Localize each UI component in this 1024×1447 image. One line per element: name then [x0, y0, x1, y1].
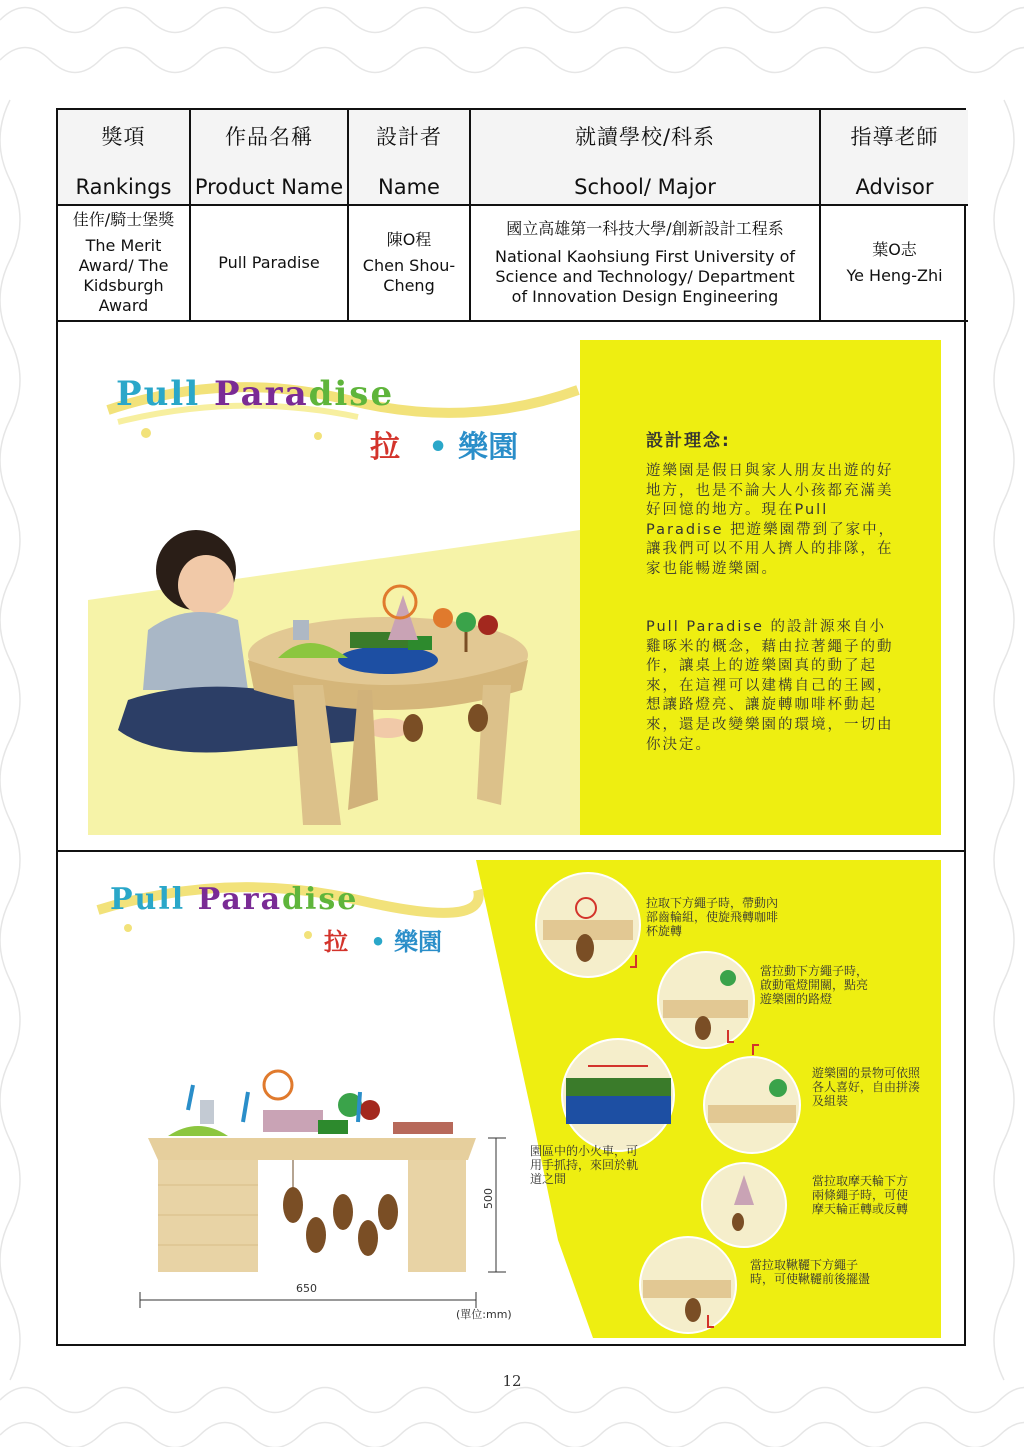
header-school: 就讀學校/科系 School/ Major: [470, 110, 820, 205]
note-swing: 當拉取鞦韆下方繩子時，可使鞦韆前後擺盪: [750, 1258, 871, 1286]
poster-subtitle: 拉 • 樂園: [370, 430, 519, 465]
dimension-width: 650: [296, 1282, 317, 1295]
award-row: [58, 205, 968, 321]
cell-school: 國立高雄第一科技大學/創新設計工程系 National Kaohsiung First University of Science and Technology/ Department of Innovation Design Engineering: [470, 205, 820, 321]
section-divider: [58, 850, 964, 852]
cell-ranking: 佳作/騎士堡獎 The Merit Award/ The Kidsburgh Award: [58, 205, 190, 321]
header-name: 設計者 Name: [348, 110, 470, 205]
header-rankings: 獎項 Rankings: [58, 110, 190, 205]
feature-poster: [88, 860, 941, 1338]
concept-poster: [88, 340, 941, 835]
header-row: [58, 110, 968, 205]
page-number: 12: [502, 1372, 522, 1390]
header-advisor: 指導老師 Advisor: [820, 110, 968, 205]
note-assembly: 遊樂園的景物可依照各人喜好，自由拼湊及組裝: [812, 1066, 921, 1108]
concept-title: 設計理念:: [646, 431, 731, 451]
cell-product: Pull Paradise: [190, 205, 348, 321]
dimension-unit: (單位:mm): [456, 1308, 512, 1321]
child-with-table-illustration: [88, 340, 580, 835]
note-ferris-wheel: 當拉取摩天輪下方兩條繩子時，可使摩天輪正轉或反轉: [812, 1174, 909, 1216]
feature-logo: Pull Paradise: [110, 882, 359, 917]
note-train: 園區中的小火車，可用手抓持，來回於軌道之間: [530, 1144, 639, 1186]
note-street-light: 當拉動下方繩子時，啟動電燈開關，點亮遊樂園的路燈: [760, 964, 869, 1006]
concept-paragraph-1: 遊樂園是假日與家人朋友出遊的好地方，也是不論大人小孩都充滿美好回憶的地方。現在Pull Paradise 把遊樂園帶到了家中，讓我們可以不用人擠人的排隊，在家也能暢遊樂園。: [646, 463, 896, 577]
cell-advisor: 葉O志 Ye Heng-Zhi: [820, 205, 968, 321]
note-coffee-cup: 拉取下方繩子時，帶動內部齒輪組，使旋飛轉咖啡杯旋轉: [646, 896, 779, 938]
concept-paragraph-2: Pull Paradise 的設計源來自小雞啄米的概念，藉由拉著繩子的動作，讓桌上的遊樂園真的動了起來，在這裡可以建構自己的王國，想讓路燈亮、讓旋轉咖啡杯動起來，還是改變樂園的環境，一切由你決定。: [646, 619, 894, 753]
dimension-height: 500: [482, 1188, 495, 1209]
header-product-name: 作品名稱 Product Name: [190, 110, 348, 205]
poster-logo: Pull Paradise: [116, 374, 395, 414]
award-frame: [56, 108, 966, 1346]
feature-subtitle: 拉 • 樂園: [324, 928, 443, 956]
concept-panel: [580, 340, 941, 835]
award-table: [58, 110, 968, 322]
cell-designer: 陳O程 Chen Shou-Cheng: [348, 205, 470, 321]
